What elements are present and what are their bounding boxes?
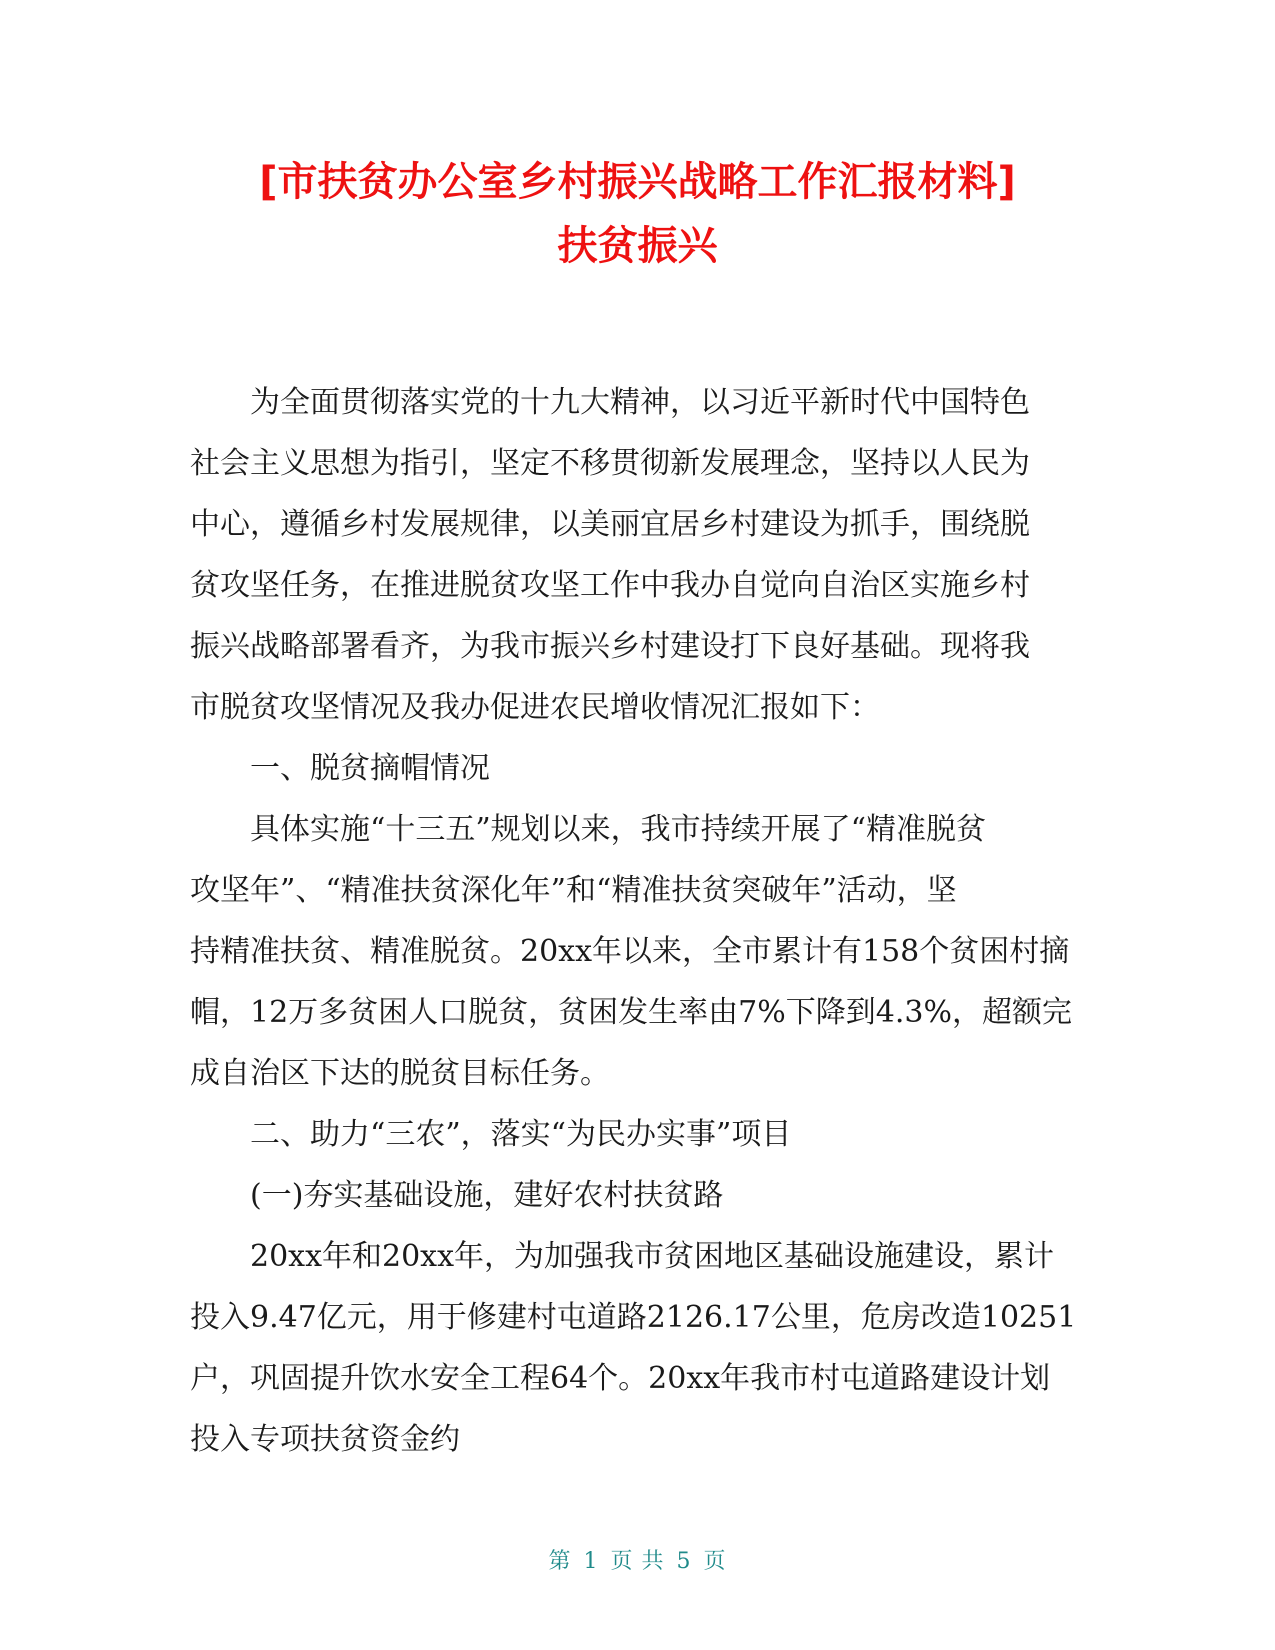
body-line: 攻坚年”、“精准扶贫深化年”和“精准扶贫突破年”活动，坚 [190, 873, 957, 908]
body-line: 二、助力“三农”，落实“为民办实事”项目 [250, 1117, 792, 1152]
body-line: 中心，遵循乡村发展规律，以美丽宜居乡村建设为抓手，围绕脱 [190, 507, 1030, 542]
footer-total-pages: 5 [676, 1549, 692, 1574]
body-line: 为全面贯彻落实党的十九大精神，以习近平新时代中国特色 [250, 385, 1030, 420]
body-line: 成自治区下达的脱贫目标任务。 [190, 1056, 610, 1091]
footer-label-page: 第 [548, 1549, 572, 1574]
body-line: 具体实施“十三五”规划以来，我市持续开展了“精准脱贫 [250, 812, 987, 847]
document-body [190, 372, 1080, 1470]
body-line: 20xx年和20xx年，为加强我市贫困地区基础设施建设，累计 [250, 1239, 1055, 1274]
body-line: 振兴战略部署看齐，为我市振兴乡村建设打下良好基础。现将我 [190, 629, 1030, 664]
footer-label-of: 页 共 [610, 1549, 665, 1574]
document-title-line-1: [市扶贫办公室乡村振兴战略工作汇报材料] [259, 159, 1016, 205]
body-line: 投入9.47亿元，用于修建村屯道路2126.17公里，危房改造10251 [190, 1300, 1077, 1335]
footer-label-end: 页 [703, 1549, 727, 1574]
footer-current-page: 1 [583, 1549, 599, 1574]
body-line: 一、脱贫摘帽情况 [250, 751, 490, 786]
body-line: 市脱贫攻坚情况及我办促进农民增收情况汇报如下： [190, 690, 880, 725]
page-footer [0, 1544, 1275, 1575]
body-line: (一)夯实基础设施，建好农村扶贫路 [250, 1178, 724, 1213]
body-line: 社会主义思想为指引，坚定不移贯彻新发展理念，坚持以人民为 [190, 446, 1030, 481]
body-line: 投入专项扶贫资金约 [190, 1422, 460, 1457]
body-line: 户，巩固提升饮水安全工程64个。20xx年我市村屯道路建设计划 [190, 1361, 1051, 1396]
body-line: 贫攻坚任务，在推进脱贫攻坚工作中我办自觉向自治区实施乡村 [190, 568, 1030, 603]
document-title-line-2: 扶贫振兴 [557, 223, 718, 269]
body-line: 持精准扶贫、精准脱贫。20xx年以来，全市累计有158个贫困村摘 [190, 934, 1070, 969]
body-line: 帽，12万多贫困人口脱贫，贫困发生率由7%下降到4.3%，超额完 [190, 995, 1072, 1030]
